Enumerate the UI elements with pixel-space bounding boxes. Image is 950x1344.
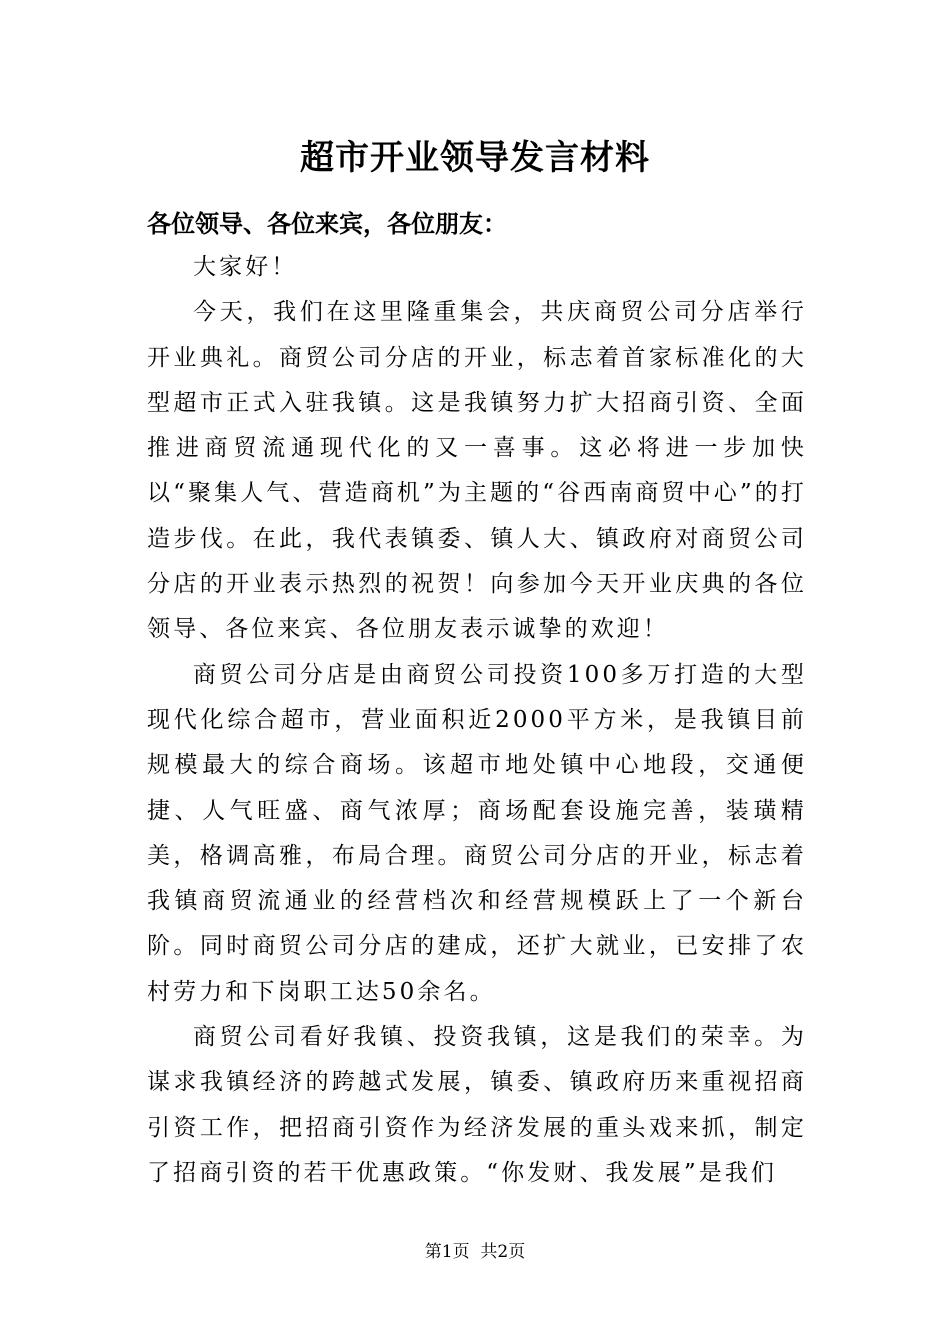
document-title: 超市开业领导发言材料: [300, 138, 650, 178]
page-footer: [0, 1240, 950, 1264]
paragraph-opening: 今天，我们在这里隆重集会，共庆商贸公司分店举行开业典礼。商贸公司分店的开业，标志着首家标准化的大型超市正式入驻我镇。这是我镇努力扩大招商引资、全面推进商贸流通现代化的又一喜事。这必将进一步加快以“聚集人气、营造商机”为主题的“谷西南商贸中心”的打造步伐。在此，我代表镇委、镇人大、镇政府对商贸公司分店的开业表示热烈的祝贺！向参加今天开业庆典的各位领导、各位来宾、各位朋友表示诚挚的欢迎！: [147, 299, 807, 643]
paragraph-investment: 商贸公司看好我镇、投资我镇，这是我们的荣幸。为谋求我镇经济的跨越式发展，镇委、镇政府历来重视招商引资工作，把招商引资作为经济发展的重头戏来抓，制定了招商引资的若干优惠政策。“你发财、我发展”是我们: [147, 1024, 807, 1186]
page-number: 第1页: [424, 1242, 470, 1262]
paragraph-greeting: 大家好！: [193, 254, 298, 280]
paragraph-store-intro: 商贸公司分店是由商贸公司投资100多万打造的大型现代化综合超市，营业面积近2000平方米，是我镇目前规模最大的综合商场。该超市地处镇中心地段，交通便捷、人气旺盛、商气浓厚；商场配套设施完善，装璜精美，格调高雅，布局合理。商贸公司分店的开业，标志着我镇商贸流通业的经营档次和经营规模跃上了一个新台阶。同时商贸公司分店的建成，还扩大就业，已安排了农村劳力和下岗职工达50余名。: [147, 661, 807, 1005]
document-body: [147, 245, 807, 1196]
page-total: 共2页: [480, 1242, 526, 1262]
salutation: 各位领导、各位来宾，各位朋友：: [147, 209, 507, 238]
